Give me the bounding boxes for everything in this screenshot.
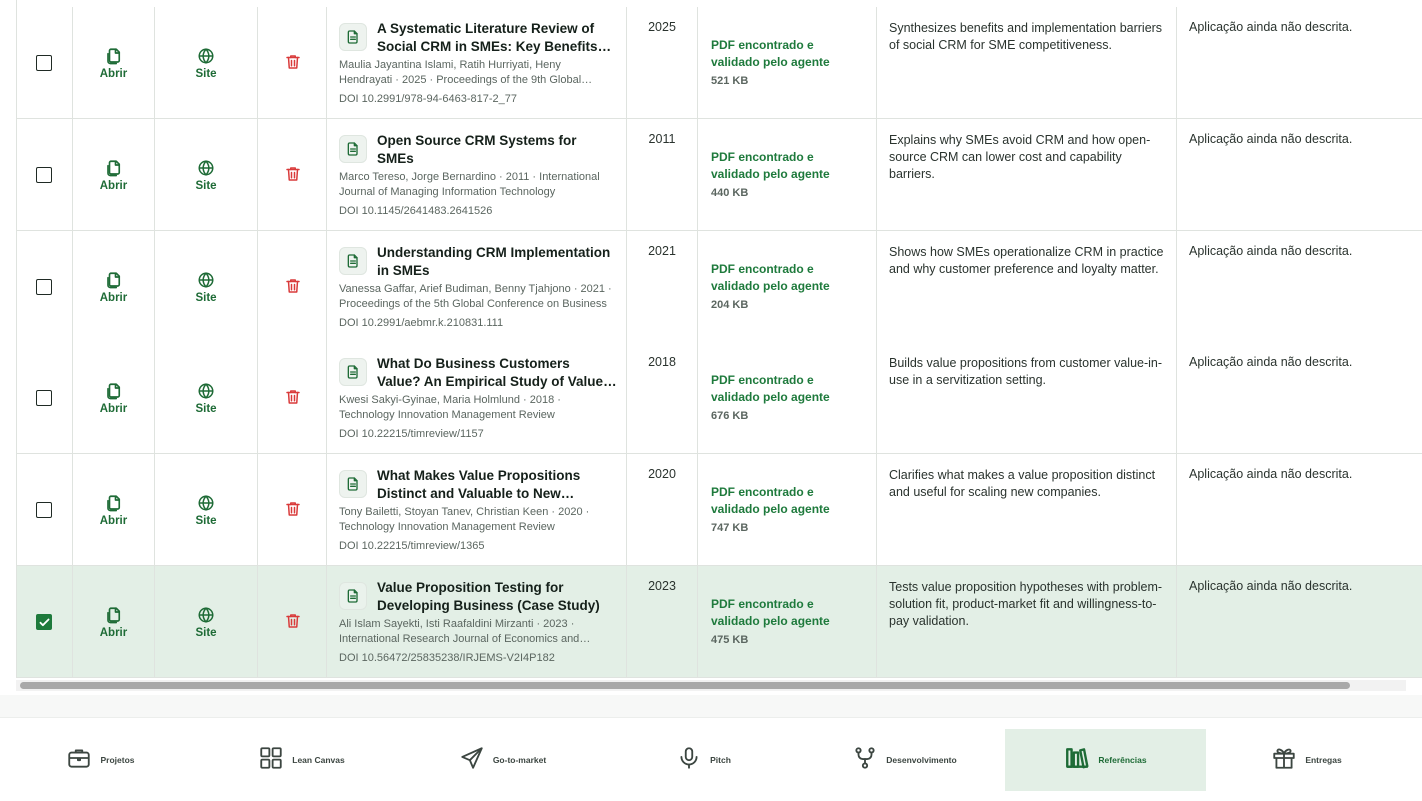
reference-summary: Synthesizes benefits and implementation barriers of social CRM for SME competitiveness. — [889, 21, 1163, 52]
reference-year: 2018 — [648, 355, 676, 369]
delete-cell — [258, 342, 327, 453]
site-label: Site — [195, 627, 217, 639]
open-document-icon — [105, 382, 123, 400]
reference-year: 2011 — [648, 132, 676, 146]
reference-authors: Kwesi Sakyi-Gyinae, Maria Holmlund · 2018 · Technology Innovation Management Review — [339, 394, 561, 421]
nav-label: Referências — [1098, 755, 1147, 765]
globe-icon — [197, 494, 215, 512]
summary-cell — [877, 566, 1177, 677]
pdf-status: PDF encontrado e validado pelo agente — [711, 150, 830, 181]
pdf-cell — [698, 7, 877, 118]
select-cell — [17, 342, 73, 453]
open-label: Abrir — [99, 180, 128, 192]
open-cell — [73, 566, 155, 677]
spacer — [0, 695, 1422, 717]
library-icon — [1064, 745, 1090, 776]
row-checkbox[interactable] — [36, 279, 52, 295]
table-row — [17, 342, 1422, 454]
pdf-size: 747 KB — [711, 522, 749, 534]
open-label: Abrir — [99, 68, 128, 80]
site-cell — [155, 119, 258, 230]
row-checkbox[interactable] — [36, 614, 52, 630]
open-label: Abrir — [99, 403, 128, 415]
site-label: Site — [195, 180, 217, 192]
horizontal-scrollbar[interactable] — [16, 680, 1406, 691]
open-label: Abrir — [99, 292, 128, 304]
send-icon — [459, 745, 485, 776]
reference-year: 2025 — [648, 20, 676, 34]
site-label: Site — [195, 68, 217, 80]
open-cell — [73, 231, 155, 342]
select-cell — [17, 566, 73, 677]
site-link[interactable] — [155, 47, 257, 80]
open-button[interactable] — [73, 47, 154, 80]
summary-cell — [877, 454, 1177, 565]
year-cell — [627, 566, 698, 677]
globe-icon — [197, 47, 215, 65]
reference-doi: DOI 10.2991/978-94-6463-817-2_77 — [339, 93, 517, 105]
pdf-cell — [698, 342, 877, 453]
table-row — [17, 119, 1422, 231]
site-label: Site — [195, 403, 217, 415]
application-cell — [1177, 119, 1422, 230]
document-icon — [339, 582, 367, 610]
site-label: Site — [195, 292, 217, 304]
globe-icon — [197, 382, 215, 400]
pdf-status: PDF encontrado e validado pelo agente — [711, 38, 830, 69]
reference-doi: DOI 10.1145/2641483.2641526 — [339, 205, 493, 217]
nav-item-pitch[interactable] — [603, 729, 804, 791]
nav-item-projetos[interactable] — [0, 729, 201, 791]
pdf-size: 440 KB — [711, 187, 749, 199]
references-table — [16, 0, 1422, 678]
reference-cell — [327, 231, 627, 342]
delete-cell — [258, 7, 327, 118]
pdf-cell — [698, 454, 877, 565]
reference-application: Aplicação ainda não descrita. — [1189, 467, 1353, 481]
reference-year: 2021 — [648, 244, 676, 258]
select-cell — [17, 231, 73, 342]
row-checkbox[interactable] — [36, 390, 52, 406]
application-cell — [1177, 342, 1422, 453]
nav-label: Entregas — [1305, 755, 1342, 765]
reference-doi: DOI 10.22215/timreview/1365 — [339, 540, 485, 552]
pdf-size: 676 KB — [711, 410, 749, 422]
delete-cell — [258, 231, 327, 342]
table-row — [17, 454, 1422, 566]
open-button[interactable] — [73, 159, 154, 192]
check-icon — [38, 616, 51, 629]
document-icon — [339, 358, 367, 386]
nav-item-refer-ncias[interactable] — [1005, 729, 1206, 791]
application-cell — [1177, 454, 1422, 565]
gift-icon — [1271, 745, 1297, 776]
reference-cell — [327, 454, 627, 565]
reference-cell — [327, 342, 627, 453]
open-cell — [73, 119, 155, 230]
year-cell — [627, 454, 698, 565]
bottom-navigation — [0, 717, 1422, 801]
table-row — [17, 566, 1422, 678]
reference-application: Aplicação ainda não descrita. — [1189, 355, 1353, 369]
open-document-icon — [105, 47, 123, 65]
microphone-icon — [676, 745, 702, 776]
document-icon — [339, 470, 367, 498]
reference-summary: Shows how SMEs operationalize CRM in practice and why customer preference and loyalty matter. — [889, 245, 1164, 276]
site-link[interactable] — [155, 494, 257, 527]
open-button[interactable] — [73, 382, 154, 415]
reference-authors: Maulia Jayantina Islami, Ratih Hurriyati, Heny Hendrayati · 2025 · Proceedings of the 9th Global — [339, 59, 582, 86]
select-cell — [17, 7, 73, 118]
row-checkbox[interactable] — [36, 55, 52, 71]
document-icon — [339, 135, 367, 163]
table-row — [17, 231, 1422, 343]
reference-cell — [327, 119, 627, 230]
pdf-cell — [698, 566, 877, 677]
nav-label: Lean Canvas — [292, 755, 345, 765]
delete-cell — [258, 566, 327, 677]
trash-icon[interactable] — [284, 388, 302, 406]
pdf-status: PDF encontrado e validado pelo agente — [711, 597, 830, 628]
grid-icon — [258, 745, 284, 776]
open-document-icon — [105, 159, 123, 177]
pdf-status: PDF encontrado e validado pelo agente — [711, 373, 830, 404]
open-document-icon — [105, 494, 123, 512]
summary-cell — [877, 7, 1177, 118]
reference-summary: Clarifies what makes a value proposition distinct and useful for scaling new companies. — [889, 468, 1156, 499]
reference-title[interactable]: Value Proposition Testing for Developing Business (Case Study) — [377, 580, 600, 613]
branch-icon — [852, 745, 878, 776]
summary-cell — [877, 231, 1177, 342]
reference-doi: DOI 10.22215/timreview/1157 — [339, 428, 484, 440]
trash-icon[interactable] — [284, 53, 302, 71]
reference-application: Aplicação ainda não descrita. — [1189, 132, 1353, 146]
select-cell — [17, 454, 73, 565]
reference-application: Aplicação ainda não descrita. — [1189, 579, 1353, 593]
application-cell — [1177, 7, 1422, 118]
year-cell — [627, 7, 698, 118]
trash-icon[interactable] — [284, 277, 302, 295]
reference-year: 2023 — [648, 579, 676, 593]
summary-cell — [877, 119, 1177, 230]
reference-title[interactable]: What Makes Value Propositions Distinct and Valuable to New — [377, 468, 581, 501]
trash-icon[interactable] — [284, 500, 302, 518]
year-cell — [627, 119, 698, 230]
pdf-status: PDF encontrado e validado pelo agente — [711, 262, 830, 293]
open-button[interactable] — [73, 606, 154, 639]
delete-cell — [258, 119, 327, 230]
reference-cell — [327, 566, 627, 677]
reference-summary: Builds value propositions from customer value-in-use in a servitization setting. — [889, 356, 1163, 387]
nav-label: Projetos — [100, 755, 135, 765]
reference-title[interactable]: Understanding CRM Implementation in SMEs — [377, 245, 611, 278]
row-checkbox[interactable] — [36, 502, 52, 518]
reference-title[interactable]: Open Source CRM Systems for SMEs — [377, 133, 577, 166]
site-cell — [155, 7, 258, 118]
open-cell — [73, 454, 155, 565]
reference-cell — [327, 7, 627, 118]
site-link[interactable] — [155, 606, 257, 639]
reference-doi: DOI 10.56472/25835238/IRJEMS-V2I4P182 — [339, 652, 555, 664]
nav-item-go-to-market[interactable] — [402, 729, 603, 791]
site-cell — [155, 231, 258, 342]
pdf-status: PDF encontrado e validado pelo agente — [711, 485, 830, 516]
select-cell — [17, 119, 73, 230]
open-cell — [73, 342, 155, 453]
reference-application: Aplicação ainda não descrita. — [1189, 244, 1353, 258]
site-label: Site — [195, 515, 217, 527]
reference-authors: Ali Islam Sayekti, Isti Raafaldini Mirzanti · 2023 · International Research Journal of Economics and — [339, 618, 580, 645]
pdf-cell — [698, 231, 877, 342]
globe-icon — [197, 159, 215, 177]
site-cell — [155, 566, 258, 677]
reference-authors: Tony Bailetti, Stoyan Tanev, Christian Keen · 2020 · Technology Innovation Management Review — [339, 506, 590, 533]
open-button[interactable] — [73, 494, 154, 527]
nav-item-lean-canvas[interactable] — [201, 729, 402, 791]
nav-label: Desenvolvimento — [886, 755, 957, 765]
table-row — [17, 7, 1422, 119]
open-document-icon — [105, 271, 123, 289]
open-document-icon — [105, 606, 123, 624]
row-checkbox[interactable] — [36, 167, 52, 183]
pdf-size: 204 KB — [711, 299, 749, 311]
scrollbar-thumb[interactable] — [20, 682, 1350, 689]
reference-authors: Vanessa Gaffar, Arief Budiman, Benny Tjahjono · 2021 · Proceedings of the 5th Global Conference on Business — [339, 283, 612, 310]
delete-cell — [258, 454, 327, 565]
globe-icon — [197, 271, 215, 289]
reference-application: Aplicação ainda não descrita. — [1189, 20, 1353, 34]
application-cell — [1177, 231, 1422, 342]
trash-icon[interactable] — [284, 612, 302, 630]
document-icon — [339, 23, 367, 51]
document-icon — [339, 247, 367, 275]
site-link[interactable] — [155, 159, 257, 192]
reference-authors: Marco Tereso, Jorge Bernardino · 2011 · International Journal of Managing Information Technology — [339, 171, 600, 198]
reference-doi: DOI 10.2991/aebmr.k.210831.111 — [339, 317, 504, 329]
reference-title[interactable]: What Do Business Customers Value? An Empirical Study of Value — [377, 356, 604, 389]
nav-label: Go-to-market — [492, 755, 547, 765]
open-label: Abrir — [99, 627, 128, 639]
site-link[interactable] — [155, 382, 257, 415]
open-label: Abrir — [99, 515, 128, 527]
pdf-size: 475 KB — [711, 634, 749, 646]
nav-item-entregas[interactable] — [1206, 729, 1407, 791]
year-cell — [627, 231, 698, 342]
reference-title[interactable]: A Systematic Literature Review of Social CRM in SMEs: Key Benefits — [377, 21, 598, 54]
globe-icon — [197, 606, 215, 624]
year-cell — [627, 342, 698, 453]
briefcase-icon — [66, 745, 92, 776]
reference-year: 2020 — [648, 467, 676, 481]
site-cell — [155, 342, 258, 453]
site-link[interactable] — [155, 271, 257, 304]
open-cell — [73, 7, 155, 118]
trash-icon[interactable] — [284, 165, 302, 183]
reference-summary: Explains why SMEs avoid CRM and how open-source CRM can lower cost and capability barriers. — [889, 133, 1151, 181]
reference-summary: Tests value proposition hypotheses with problem-solution fit, product-market fit and willingness-to-pay validation. — [889, 580, 1163, 628]
pdf-cell — [698, 119, 877, 230]
application-cell — [1177, 566, 1422, 677]
nav-item-desenvolvimento[interactable] — [804, 729, 1005, 791]
open-button[interactable] — [73, 271, 154, 304]
summary-cell — [877, 342, 1177, 453]
site-cell — [155, 454, 258, 565]
pdf-size: 521 KB — [711, 75, 749, 87]
nav-label: Pitch — [710, 755, 731, 765]
